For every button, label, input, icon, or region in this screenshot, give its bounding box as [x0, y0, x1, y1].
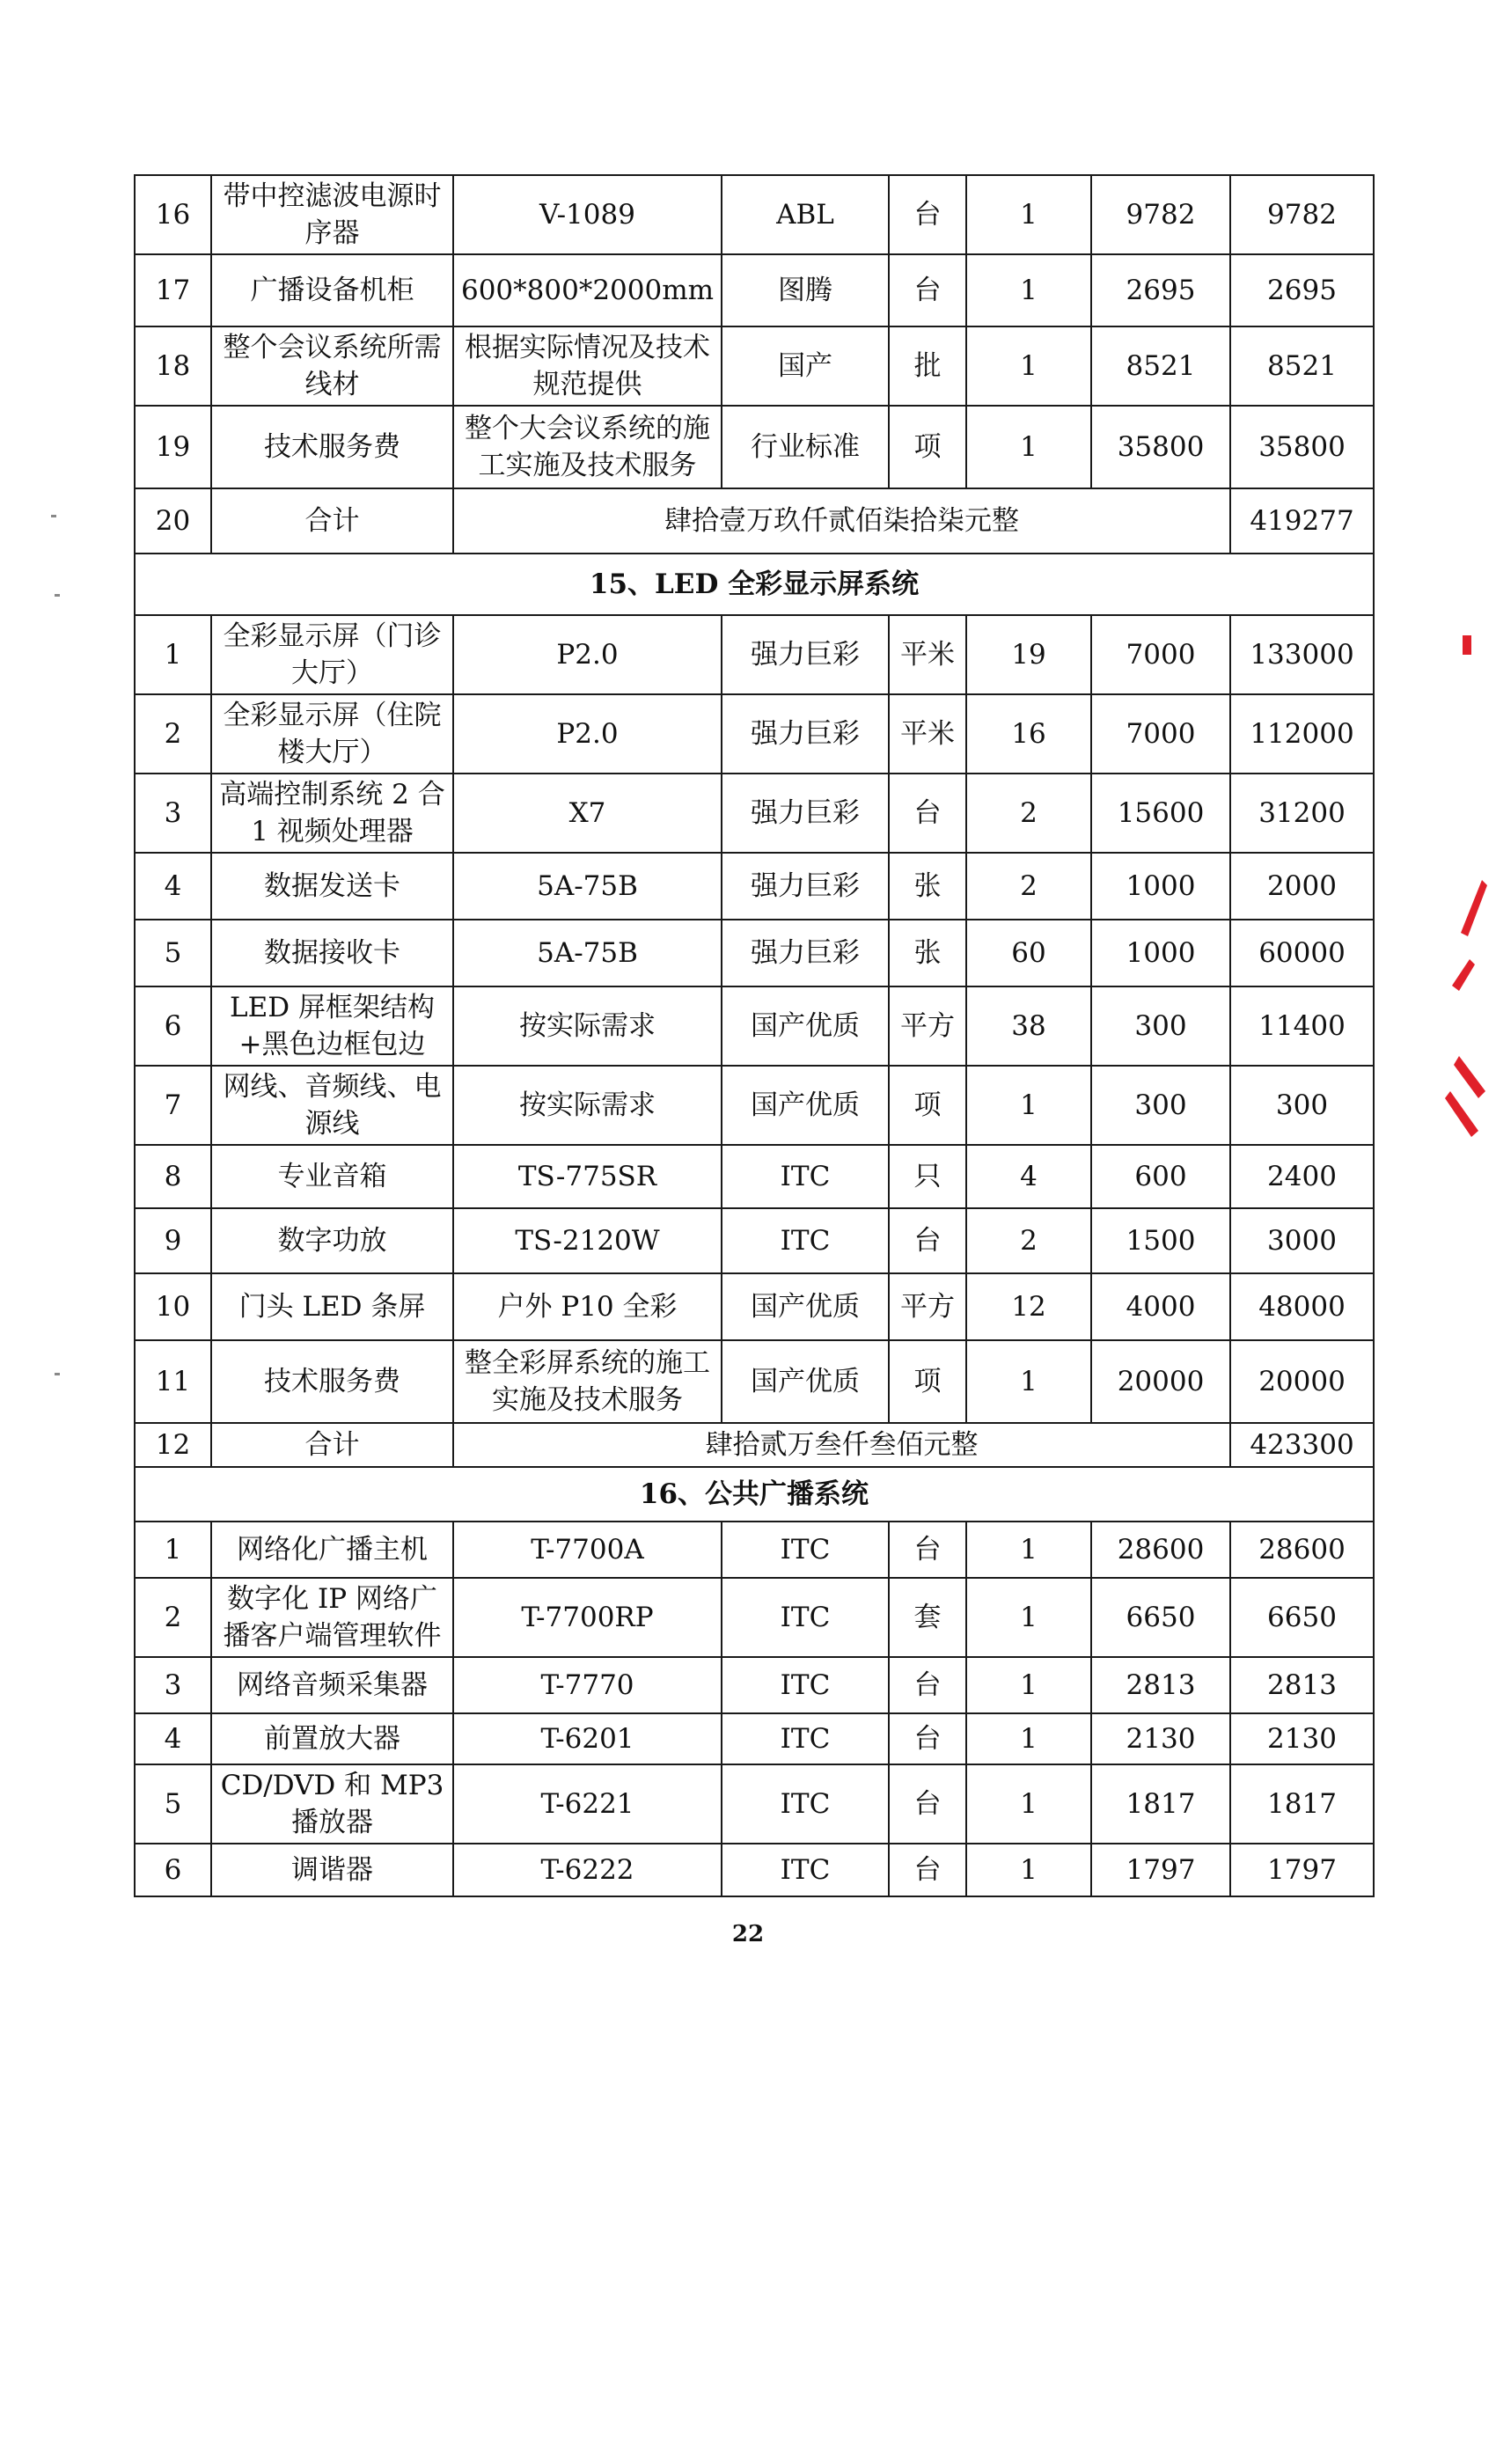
- section-title: 16、公共广播系统: [135, 1467, 1374, 1522]
- item-unit-price: 35800: [1091, 406, 1230, 488]
- item-quantity: 4: [966, 1145, 1091, 1208]
- item-model: 5A-75B: [453, 920, 722, 986]
- item-unit: 台: [889, 1713, 966, 1764]
- row-number: 12: [135, 1423, 211, 1467]
- item-unit: 台: [889, 1764, 966, 1844]
- item-brand: 强力巨彩: [722, 774, 889, 853]
- item-unit-price: 7000: [1091, 694, 1230, 774]
- item-brand: 图腾: [722, 254, 889, 326]
- item-total-price: 28600: [1230, 1522, 1374, 1578]
- item-name: 数据接收卡: [211, 920, 453, 986]
- row-number: 10: [135, 1273, 211, 1340]
- item-name: 数字功放: [211, 1208, 453, 1273]
- item-model: 户外 P10 全彩: [453, 1273, 722, 1340]
- item-total-price: 48000: [1230, 1273, 1374, 1340]
- item-model: X7: [453, 774, 722, 853]
- item-unit-price: 1500: [1091, 1208, 1230, 1273]
- table-row: [135, 774, 1374, 853]
- item-total-price: 2000: [1230, 853, 1374, 920]
- item-unit-price: 300: [1091, 1066, 1230, 1145]
- item-unit-price: 600: [1091, 1145, 1230, 1208]
- item-unit-price: 7000: [1091, 615, 1230, 694]
- item-unit-price: 4000: [1091, 1273, 1230, 1340]
- item-quantity: 38: [966, 986, 1091, 1066]
- item-brand: 强力巨彩: [722, 920, 889, 986]
- item-unit: 台: [889, 175, 966, 254]
- table-row: [135, 1340, 1374, 1423]
- item-brand: 强力巨彩: [722, 694, 889, 774]
- row-number: 18: [135, 326, 211, 406]
- total-label: 合计: [211, 488, 453, 554]
- item-total-price: 2695: [1230, 254, 1374, 326]
- item-unit: 项: [889, 1066, 966, 1145]
- total-row: [135, 1423, 1374, 1467]
- item-brand: ITC: [722, 1208, 889, 1273]
- item-total-price: 6650: [1230, 1578, 1374, 1657]
- item-name: 带中控滤波电源时序器: [211, 175, 453, 254]
- item-quantity: 1: [966, 1340, 1091, 1423]
- item-model: TS-775SR: [453, 1145, 722, 1208]
- table-row: [135, 1657, 1374, 1713]
- table-row: [135, 1844, 1374, 1896]
- item-unit: 台: [889, 1657, 966, 1713]
- item-unit: 台: [889, 254, 966, 326]
- item-brand: 国产: [722, 326, 889, 406]
- item-brand: ITC: [722, 1145, 889, 1208]
- row-number: 4: [135, 1713, 211, 1764]
- item-model: V-1089: [453, 175, 722, 254]
- item-unit: 台: [889, 1208, 966, 1273]
- item-name: 广播设备机柜: [211, 254, 453, 326]
- item-unit: 套: [889, 1578, 966, 1657]
- item-name: 网线、音频线、电源线: [211, 1066, 453, 1145]
- item-name: 技术服务费: [211, 406, 453, 488]
- row-number: 3: [135, 1657, 211, 1713]
- item-model: 600*800*2000mm: [453, 254, 722, 326]
- margin-tick: [55, 594, 60, 597]
- row-number: 3: [135, 774, 211, 853]
- page-number: 22: [731, 1921, 765, 1947]
- item-model: T-7770: [453, 1657, 722, 1713]
- item-brand: 行业标准: [722, 406, 889, 488]
- item-unit: 只: [889, 1145, 966, 1208]
- item-name: CD/DVD 和 MP3 播放器: [211, 1764, 453, 1844]
- table-row: [135, 1208, 1374, 1273]
- item-model: 按实际需求: [453, 986, 722, 1066]
- row-number: 1: [135, 1522, 211, 1578]
- item-total-price: 2130: [1230, 1713, 1374, 1764]
- item-model: T-7700A: [453, 1522, 722, 1578]
- item-brand: ITC: [722, 1844, 889, 1896]
- item-quantity: 19: [966, 615, 1091, 694]
- row-number: 17: [135, 254, 211, 326]
- item-name: 全彩显示屏（门诊大厅）: [211, 615, 453, 694]
- item-brand: ITC: [722, 1522, 889, 1578]
- total-amount: 423300: [1230, 1423, 1374, 1467]
- table-row: [135, 920, 1374, 986]
- row-number: 6: [135, 1844, 211, 1896]
- item-model: T-6222: [453, 1844, 722, 1896]
- table-row: [135, 175, 1374, 254]
- item-name: LED 屏框架结构+黑色边框包边: [211, 986, 453, 1066]
- table-row: [135, 986, 1374, 1066]
- item-brand: ITC: [722, 1764, 889, 1844]
- item-unit-price: 9782: [1091, 175, 1230, 254]
- item-name: 调谐器: [211, 1844, 453, 1896]
- row-number: 20: [135, 488, 211, 554]
- table-row: [135, 853, 1374, 920]
- section-title: 15、LED 全彩显示屏系统: [135, 554, 1374, 615]
- item-name: 高端控制系统 2 合 1 视频处理器: [211, 774, 453, 853]
- row-number: 1: [135, 615, 211, 694]
- item-quantity: 1: [966, 1578, 1091, 1657]
- row-number: 2: [135, 694, 211, 774]
- item-unit-price: 8521: [1091, 326, 1230, 406]
- total-in-words: 肆拾贰万叁仟叁佰元整: [453, 1423, 1230, 1467]
- item-unit: 平方: [889, 1273, 966, 1340]
- item-unit-price: 300: [1091, 986, 1230, 1066]
- item-unit: 平米: [889, 615, 966, 694]
- item-unit-price: 15600: [1091, 774, 1230, 853]
- item-brand: ABL: [722, 175, 889, 254]
- item-unit: 张: [889, 920, 966, 986]
- item-total-price: 8521: [1230, 326, 1374, 406]
- item-quantity: 1: [966, 1066, 1091, 1145]
- item-brand: ITC: [722, 1713, 889, 1764]
- row-number: 9: [135, 1208, 211, 1273]
- row-number: 19: [135, 406, 211, 488]
- item-name: 专业音箱: [211, 1145, 453, 1208]
- item-unit-price: 1000: [1091, 920, 1230, 986]
- table-row: [135, 615, 1374, 694]
- table-row: [135, 694, 1374, 774]
- table-row: [135, 326, 1374, 406]
- item-unit: 平米: [889, 694, 966, 774]
- item-model: 根据实际情况及技术规范提供: [453, 326, 722, 406]
- item-total-price: 133000: [1230, 615, 1374, 694]
- item-name: 前置放大器: [211, 1713, 453, 1764]
- item-total-price: 31200: [1230, 774, 1374, 853]
- item-model: 按实际需求: [453, 1066, 722, 1145]
- item-total-price: 1817: [1230, 1764, 1374, 1844]
- item-quantity: 1: [966, 254, 1091, 326]
- table-row: [135, 1066, 1374, 1145]
- row-number: 7: [135, 1066, 211, 1145]
- total-row: [135, 488, 1374, 554]
- item-unit-price: 1000: [1091, 853, 1230, 920]
- item-quantity: 1: [966, 1844, 1091, 1896]
- item-unit-price: 20000: [1091, 1340, 1230, 1423]
- item-total-price: 300: [1230, 1066, 1374, 1145]
- row-number: 2: [135, 1578, 211, 1657]
- row-number: 16: [135, 175, 211, 254]
- item-quantity: 2: [966, 774, 1091, 853]
- item-name: 技术服务费: [211, 1340, 453, 1423]
- item-model: P2.0: [453, 694, 722, 774]
- item-unit: 项: [889, 406, 966, 488]
- item-unit: 台: [889, 774, 966, 853]
- table-row: [135, 1522, 1374, 1578]
- item-unit: 张: [889, 853, 966, 920]
- item-quantity: 1: [966, 1764, 1091, 1844]
- item-brand: 国产优质: [722, 1066, 889, 1145]
- item-brand: 强力巨彩: [722, 615, 889, 694]
- table-row: [135, 1713, 1374, 1764]
- margin-tick: [51, 515, 56, 517]
- row-number: 11: [135, 1340, 211, 1423]
- item-unit-price: 2813: [1091, 1657, 1230, 1713]
- item-total-price: 9782: [1230, 175, 1374, 254]
- item-unit: 台: [889, 1522, 966, 1578]
- row-number: 5: [135, 1764, 211, 1844]
- item-unit: 批: [889, 326, 966, 406]
- total-label: 合计: [211, 1423, 453, 1467]
- section-header-row: [135, 1467, 1374, 1522]
- table-row: [135, 1145, 1374, 1208]
- row-number: 6: [135, 986, 211, 1066]
- item-model: TS-2120W: [453, 1208, 722, 1273]
- item-name: 网络化广播主机: [211, 1522, 453, 1578]
- item-brand: 国产优质: [722, 1273, 889, 1340]
- item-quantity: 12: [966, 1273, 1091, 1340]
- item-quantity: 1: [966, 406, 1091, 488]
- item-unit-price: 2695: [1091, 254, 1230, 326]
- total-in-words: 肆拾壹万玖仟贰佰柒拾柒元整: [453, 488, 1230, 554]
- equipment-price-table: [134, 174, 1375, 1897]
- row-number: 4: [135, 853, 211, 920]
- item-unit: 平方: [889, 986, 966, 1066]
- item-name: 整个会议系统所需线材: [211, 326, 453, 406]
- margin-tick: [55, 1373, 60, 1375]
- item-total-price: 20000: [1230, 1340, 1374, 1423]
- item-quantity: 2: [966, 853, 1091, 920]
- item-unit-price: 28600: [1091, 1522, 1230, 1578]
- item-name: 数据发送卡: [211, 853, 453, 920]
- item-unit-price: 2130: [1091, 1713, 1230, 1764]
- item-quantity: 16: [966, 694, 1091, 774]
- table-row: [135, 406, 1374, 488]
- item-total-price: 1797: [1230, 1844, 1374, 1896]
- item-quantity: 1: [966, 1522, 1091, 1578]
- item-brand: 国产优质: [722, 1340, 889, 1423]
- item-model: T-7700RP: [453, 1578, 722, 1657]
- red-stamp-fragment-icon: [1443, 616, 1496, 1179]
- item-quantity: 2: [966, 1208, 1091, 1273]
- item-brand: 国产优质: [722, 986, 889, 1066]
- item-quantity: 1: [966, 175, 1091, 254]
- item-unit: 项: [889, 1340, 966, 1423]
- item-brand: ITC: [722, 1657, 889, 1713]
- item-quantity: 1: [966, 326, 1091, 406]
- total-amount: 419277: [1230, 488, 1374, 554]
- item-total-price: 11400: [1230, 986, 1374, 1066]
- row-number: 5: [135, 920, 211, 986]
- item-total-price: 3000: [1230, 1208, 1374, 1273]
- item-total-price: 35800: [1230, 406, 1374, 488]
- item-model: 5A-75B: [453, 853, 722, 920]
- item-unit-price: 1797: [1091, 1844, 1230, 1896]
- item-quantity: 1: [966, 1713, 1091, 1764]
- item-unit-price: 6650: [1091, 1578, 1230, 1657]
- item-total-price: 112000: [1230, 694, 1374, 774]
- item-name: 数字化 IP 网络广播客户端管理软件: [211, 1578, 453, 1657]
- item-total-price: 2400: [1230, 1145, 1374, 1208]
- item-brand: 强力巨彩: [722, 853, 889, 920]
- item-unit-price: 1817: [1091, 1764, 1230, 1844]
- item-quantity: 1: [966, 1657, 1091, 1713]
- item-total-price: 2813: [1230, 1657, 1374, 1713]
- item-name: 网络音频采集器: [211, 1657, 453, 1713]
- item-model: T-6201: [453, 1713, 722, 1764]
- item-model: 整个大会议系统的施工实施及技术服务: [453, 406, 722, 488]
- item-model: T-6221: [453, 1764, 722, 1844]
- item-name: 门头 LED 条屏: [211, 1273, 453, 1340]
- section-header-row: [135, 554, 1374, 615]
- row-number: 8: [135, 1145, 211, 1208]
- table-body: [135, 175, 1374, 1896]
- item-unit: 台: [889, 1844, 966, 1896]
- item-model: P2.0: [453, 615, 722, 694]
- item-quantity: 60: [966, 920, 1091, 986]
- item-total-price: 60000: [1230, 920, 1374, 986]
- table-row: [135, 1764, 1374, 1844]
- item-brand: ITC: [722, 1578, 889, 1657]
- table-row: [135, 254, 1374, 326]
- item-model: 整全彩屏系统的施工实施及技术服务: [453, 1340, 722, 1423]
- table-row: [135, 1273, 1374, 1340]
- item-name: 全彩显示屏（住院楼大厅）: [211, 694, 453, 774]
- table-row: [135, 1578, 1374, 1657]
